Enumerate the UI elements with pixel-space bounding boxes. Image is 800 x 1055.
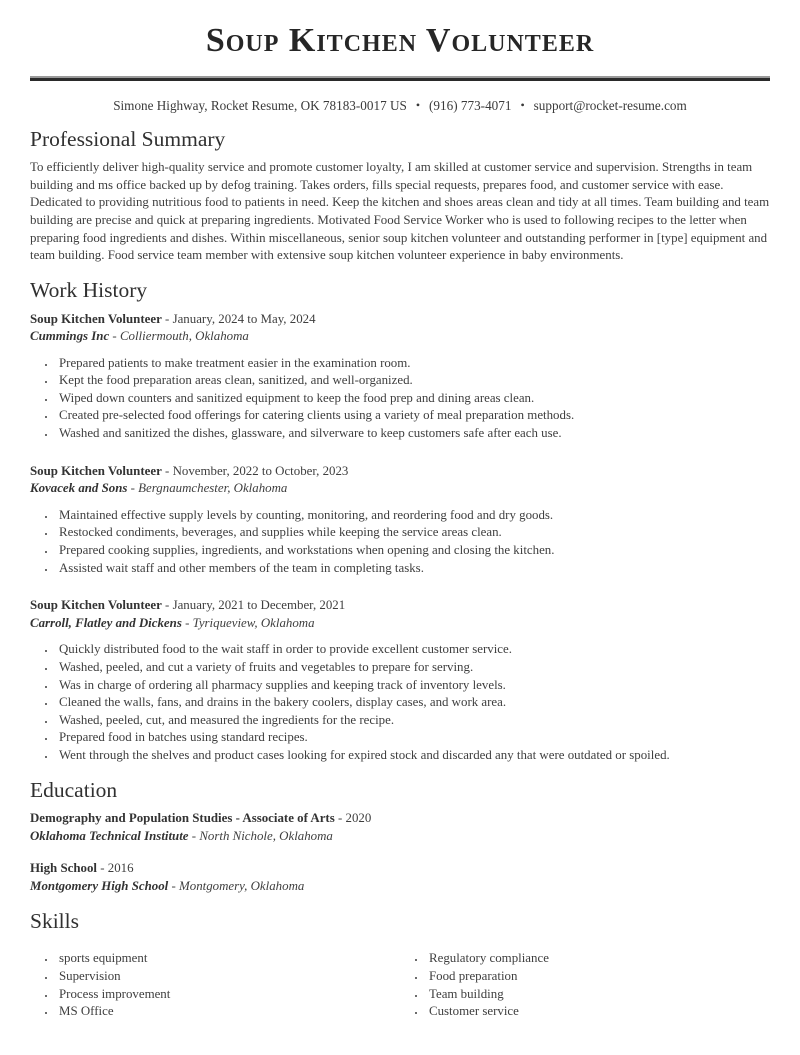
job-title: Soup Kitchen Volunteer [30, 463, 162, 478]
job-title-line [30, 463, 770, 481]
bullet-item: • Maintained effective supply levels by counting, monitoring, and reordering food and dry goods. [56, 507, 770, 525]
bullet-item: • Washed, peeled, cut, and measured the ingredients for the recipe. [56, 712, 770, 730]
contact-separator-dot: • [520, 97, 525, 112]
job-entry-2 [30, 463, 770, 578]
bullet-item: • Created pre-selected food offerings for catering clients using a variety of meal preparation methods. [56, 407, 770, 425]
dash-separator: - [165, 598, 170, 613]
education-degree-line [30, 810, 770, 828]
dash-separator: - [337, 811, 343, 826]
professional-summary-text: To efficiently deliver high-quality service and promote customer loyalty, I am skilled at customer service and supervision. Strengths in team building and ms office backed up by defog training. Takes orders, fills special requests, prepares food, and customer service with ease. Dedicated to providing nutritious food to patients in need. Keep the kitchen and shoes areas clean and tidy at all times. Team building and team building are precise and quick at preparing ingredients. Motivated Food Service Worker who is used to following recipes to the letter when preparing food ingredients and dishes. Within miscellaneous, senior soup kitchen volunteer and outstanding performer in [type] equipment and team building. Food service team member with extensive soup kitchen volunteer experience in baby environments. [30, 160, 770, 263]
bullet-item: • Washed and sanitized the dishes, glassware, and silverware to keep customers safe after each use. [56, 425, 770, 443]
job-title-line [30, 597, 770, 615]
job-company: Cummings Inc [30, 329, 110, 344]
resume-header [30, 20, 770, 114]
skill-item: • Supervision [56, 968, 400, 986]
skill-item: • Regulatory compliance [426, 950, 770, 968]
contact-line [30, 98, 770, 114]
job-location: Tyriqueview, Oklahoma [192, 615, 315, 630]
job-company: Kovacek and Sons [30, 481, 128, 496]
job-dates: January, 2024 to May, 2024 [172, 311, 316, 326]
skill-item: • Customer service [426, 1003, 770, 1021]
skill-item: • Team building [426, 986, 770, 1004]
education-degree: Demography and Population Studies - Associate of Arts [30, 811, 335, 826]
education-entry-1 [30, 810, 770, 845]
professional-summary-heading: Professional Summary [30, 126, 226, 151]
bullet-item: • Prepared food in batches using standard recipes. [56, 729, 770, 747]
bullet-item: • Wiped down counters and sanitized equipment to keep the food prep and dining areas clean. [56, 390, 770, 408]
education-school: Oklahoma Technical Institute [30, 828, 189, 843]
section-skills [30, 909, 770, 1021]
bullet-item: • Was in charge of ordering all pharmacy supplies and keeping track of inventory levels. [56, 677, 770, 695]
education-degree: High School [30, 861, 97, 876]
skills-list-right [400, 950, 770, 1020]
education-location: Montgomery, Oklahoma [179, 879, 305, 894]
bullet-item: • Cleaned the walls, fans, and drains in the bakery coolers, display cases, and work area. [56, 694, 770, 712]
dash-separator: - [185, 615, 190, 630]
bullet-item: • Quickly distributed food to the wait staff in order to provide excellent customer service. [56, 641, 770, 659]
bullet-item: • Assisted wait staff and other members of the team in completing tasks. [56, 560, 770, 578]
job-title: Soup Kitchen Volunteer [30, 311, 162, 326]
dash-separator: - [191, 828, 197, 843]
skill-item: • sports equipment [56, 950, 400, 968]
skill-item: • MS Office [56, 1003, 400, 1021]
contact-separator-dot: • [415, 97, 421, 112]
bullet-item: • Kept the food preparation areas clean, sanitized, and well-organized. [56, 372, 770, 390]
job-entry-3 [30, 597, 770, 764]
dash-separator: - [112, 329, 117, 344]
job-title-line [30, 311, 770, 329]
job-dates: January, 2021 to December, 2021 [172, 598, 346, 613]
education-entry-2 [30, 860, 770, 895]
section-professional-summary [30, 127, 770, 265]
job-bullet-list [30, 355, 770, 443]
skill-item: • Food preparation [426, 968, 770, 986]
dash-separator: - [171, 879, 176, 894]
section-education [30, 778, 770, 896]
dash-separator: - [130, 481, 135, 496]
education-year: 2020 [345, 811, 372, 826]
job-title: Soup Kitchen Volunteer [30, 598, 162, 613]
work-history-heading: Work History [30, 277, 148, 302]
job-dates: November, 2022 to October, 2023 [172, 463, 349, 478]
bullet-item: • Washed, peeled, and cut a variety of fruits and vegetables to prepare for serving. [56, 659, 770, 677]
header-divider-rule [30, 76, 770, 81]
dash-separator: - [165, 463, 170, 478]
skills-columns [30, 941, 770, 1020]
resume-page [0, 20, 800, 1055]
education-heading: Education [30, 777, 118, 802]
education-year: 2016 [107, 861, 134, 876]
education-location: North Nichole, Oklahoma [199, 828, 333, 843]
contact-address: Simone Highway, Rocket Resume, OK 78183-0017 US [113, 97, 407, 113]
skills-heading: Skills [30, 908, 79, 933]
contact-phone: (916) 773-4071 [429, 97, 512, 113]
job-company-line [30, 615, 770, 633]
job-location: Bergnaumchester, Oklahoma [138, 481, 288, 496]
education-degree-line [30, 860, 770, 878]
job-company-line [30, 328, 770, 346]
dash-separator: - [165, 311, 170, 326]
job-location: Colliermouth, Oklahoma [119, 329, 249, 344]
job-entry-1 [30, 311, 770, 443]
skill-item: • Process improvement [56, 986, 400, 1004]
section-work-history [30, 278, 770, 765]
page-title: Soup Kitchen Volunteer [205, 22, 595, 59]
dash-separator: - [100, 861, 105, 876]
education-school: Montgomery High School [30, 879, 169, 894]
education-school-line [30, 828, 770, 846]
education-school-line [30, 878, 770, 896]
job-bullet-list [30, 641, 770, 764]
bullet-item: • Prepared cooking supplies, ingredients, and workstations when opening and closing the kitchen. [56, 542, 770, 560]
bullet-item: • Went through the shelves and product cases looking for expired stock and discarded any that were outdated or spoiled. [56, 747, 770, 765]
bullet-item: • Restocked condiments, beverages, and supplies while keeping the service areas clean. [56, 524, 770, 542]
bullet-item: • Prepared patients to make treatment easier in the examination room. [56, 355, 770, 373]
job-company-line [30, 480, 770, 498]
contact-email: support@rocket-resume.com [533, 97, 687, 113]
skills-list-left [30, 950, 400, 1020]
job-company: Carroll, Flatley and Dickens [30, 615, 182, 630]
job-bullet-list [30, 507, 770, 577]
